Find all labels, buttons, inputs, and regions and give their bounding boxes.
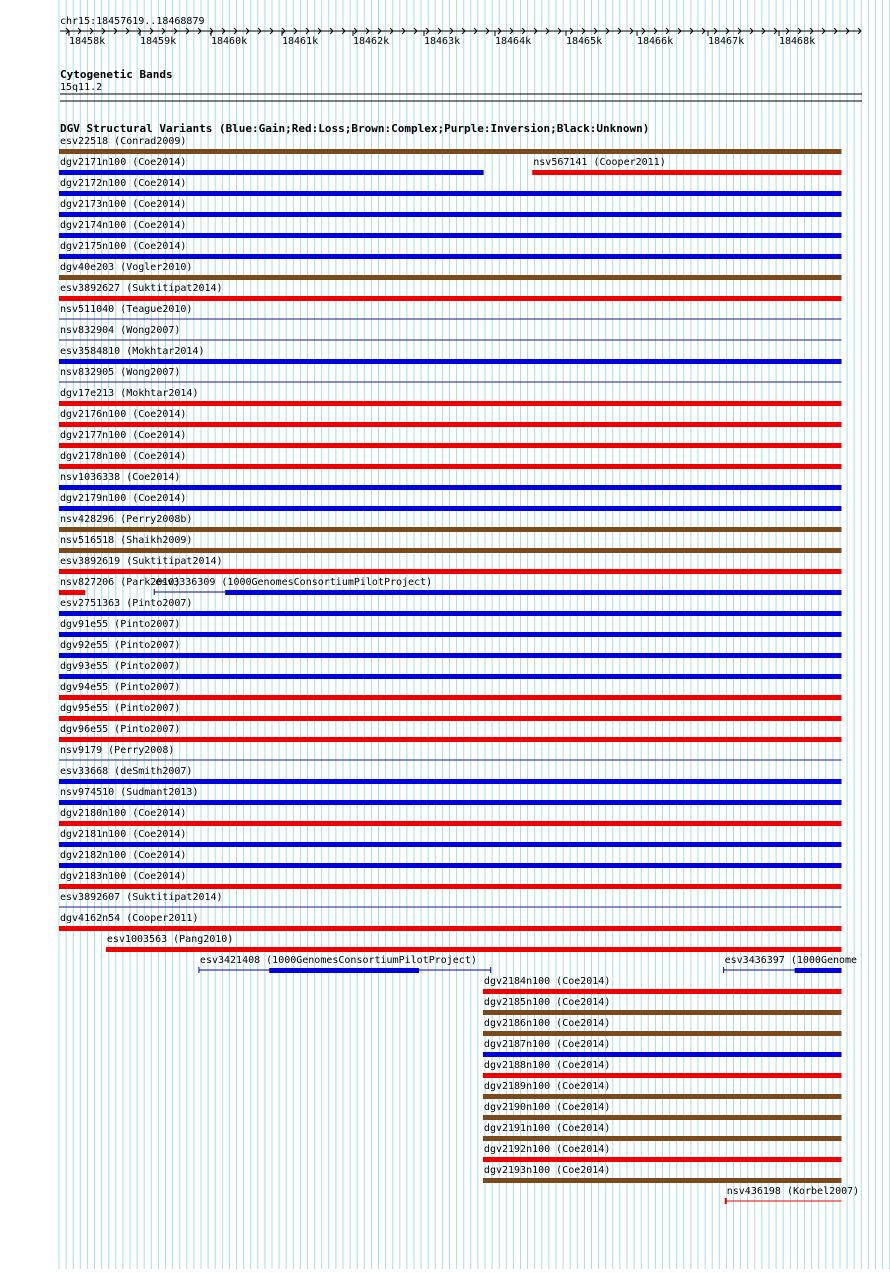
sv-feature-bar[interactable] xyxy=(483,1052,842,1057)
sv-feature[interactable] xyxy=(59,472,841,490)
sv-feature[interactable] xyxy=(59,766,841,784)
sv-feature-label: dgv2177n100 (Coe2014) xyxy=(60,430,187,441)
sv-feature-bar[interactable] xyxy=(59,569,841,574)
sv-feature[interactable] xyxy=(59,220,841,238)
sv-feature[interactable] xyxy=(59,535,841,553)
sv-feature-bar[interactable] xyxy=(483,1094,842,1099)
sv-feature-label: dgv2192n100 (Coe2014) xyxy=(483,1144,611,1155)
sv-feature-bar[interactable] xyxy=(59,695,841,700)
sv-feature-label: dgv2176n100 (Coe2014) xyxy=(60,409,187,420)
sv-feature[interactable] xyxy=(59,178,841,196)
sv-feature-bar[interactable] xyxy=(59,653,841,658)
sv-feature[interactable] xyxy=(59,346,841,364)
sv-feature-label: esv3436397 (1000Genome xyxy=(724,955,858,966)
sv-feature-label: dgv92e55 (Pinto2007) xyxy=(60,640,181,651)
cyto-track-title: Cytogenetic Bands xyxy=(60,68,173,81)
sv-feature-label: dgv2178n100 (Coe2014) xyxy=(60,451,187,462)
sv-feature-label: nsv516518 (Shaikh2009) xyxy=(60,535,193,546)
sv-feature-bar[interactable] xyxy=(59,506,841,511)
sv-feature[interactable] xyxy=(59,283,841,301)
sv-feature-label: dgv2188n100 (Coe2014) xyxy=(483,1060,611,1071)
sv-feature[interactable] xyxy=(59,514,841,532)
sv-feature-bar[interactable] xyxy=(225,590,841,595)
sv-feature-label: dgv2172n100 (Coe2014) xyxy=(60,178,187,189)
sv-feature-label: nsv827206 (Park2010) xyxy=(60,577,181,588)
sv-feature-bar[interactable] xyxy=(483,1115,842,1120)
dgv-structural-variants-track[interactable] xyxy=(59,122,859,1204)
sv-feature-bar[interactable] xyxy=(483,1073,842,1078)
sv-feature-label: dgv93e55 (Pinto2007) xyxy=(60,661,181,672)
sv-feature[interactable] xyxy=(59,682,841,700)
sv-feature-label: nsv832905 (Wong2007) xyxy=(60,367,181,378)
sv-feature[interactable] xyxy=(59,304,841,319)
sv-feature-label: nsv832904 (Wong2007) xyxy=(60,325,181,336)
sv-feature[interactable] xyxy=(59,850,841,868)
sv-feature[interactable] xyxy=(59,367,841,382)
sv-feature-bar[interactable] xyxy=(59,422,841,427)
sv-feature-bar[interactable] xyxy=(59,800,841,805)
sv-feature[interactable] xyxy=(59,199,841,217)
sv-feature[interactable] xyxy=(59,892,841,907)
sv-feature[interactable] xyxy=(59,262,841,280)
sv-feature-bar[interactable] xyxy=(59,527,841,532)
sv-feature-label: nsv428296 (Perry2008b) xyxy=(60,514,193,525)
ruler-tick-label: 18468k xyxy=(779,36,816,47)
sv-feature-bar[interactable] xyxy=(59,464,841,469)
sv-feature[interactable] xyxy=(59,493,841,511)
sv-feature-bar[interactable] xyxy=(269,968,419,973)
sv-feature-bar[interactable] xyxy=(59,401,841,406)
sv-feature-bar[interactable] xyxy=(59,254,841,259)
ruler-tick-label: 18463k xyxy=(424,36,461,47)
sv-feature-bar[interactable] xyxy=(59,737,841,742)
sv-feature-bar[interactable] xyxy=(59,485,841,490)
cyto-band-label: 15q11.2 xyxy=(60,82,103,93)
sv-feature[interactable] xyxy=(59,619,841,637)
sv-feature[interactable] xyxy=(59,157,484,175)
sv-feature-label: esv3892619 (Suktitipat2014) xyxy=(60,556,223,567)
cytogenetic-bands-track[interactable] xyxy=(60,68,862,101)
sv-feature[interactable] xyxy=(59,388,841,406)
sv-feature-label: dgv2184n100 (Coe2014) xyxy=(483,976,611,987)
sv-feature-label: dgv2180n100 (Coe2014) xyxy=(60,808,187,819)
sv-feature[interactable] xyxy=(59,430,841,448)
sv-feature-label: dgv2179n100 (Coe2014) xyxy=(60,493,187,504)
sv-feature-bar[interactable] xyxy=(59,779,841,784)
sv-feature[interactable] xyxy=(59,913,841,931)
sv-feature-label: dgv2171n100 (Coe2014) xyxy=(60,157,187,168)
sv-feature-label: dgv2182n100 (Coe2014) xyxy=(60,850,187,861)
sv-feature[interactable] xyxy=(59,451,841,469)
sv-feature-label: dgv94e55 (Pinto2007) xyxy=(60,682,181,693)
sv-feature[interactable] xyxy=(59,556,841,574)
locus-label: chr15:18457619..18468879 xyxy=(60,16,205,27)
sv-feature-bar[interactable] xyxy=(59,632,841,637)
sv-feature[interactable] xyxy=(106,934,842,952)
sv-feature[interactable] xyxy=(59,829,841,847)
sv-feature-label: dgv96e55 (Pinto2007) xyxy=(60,724,181,735)
ruler-tick-label: 18466k xyxy=(637,36,674,47)
sv-feature[interactable] xyxy=(59,661,841,679)
sv-feature-label: dgv17e213 (Mokhtar2014) xyxy=(60,388,199,399)
sv-feature[interactable] xyxy=(59,703,841,721)
sv-feature-bar[interactable] xyxy=(59,149,841,154)
sv-feature-label: nsv1036338 (Coe2014) xyxy=(60,472,181,483)
sv-feature-label: dgv95e55 (Pinto2007) xyxy=(60,703,181,714)
sv-feature-bar[interactable] xyxy=(59,191,841,196)
sv-feature-bar[interactable] xyxy=(59,821,841,826)
sv-feature-label: dgv40e203 (Vogler2010) xyxy=(60,262,193,273)
ruler-tick-label: 18460k xyxy=(211,36,248,47)
sv-feature-bar[interactable] xyxy=(532,170,841,175)
sv-feature-label: dgv2181n100 (Coe2014) xyxy=(60,829,187,840)
sv-feature[interactable] xyxy=(59,598,841,616)
ruler-tick-label: 18464k xyxy=(495,36,532,47)
sv-feature[interactable] xyxy=(59,745,841,760)
sv-feature-label: esv3336309 (1000GenomesConsortiumPilotProject) xyxy=(155,577,433,588)
ruler-tick-label: 18467k xyxy=(708,36,745,47)
sv-feature-bar[interactable] xyxy=(59,548,841,553)
sv-feature-bar[interactable] xyxy=(483,1031,842,1036)
sv-feature[interactable] xyxy=(59,808,841,826)
sv-feature-label: dgv2189n100 (Coe2014) xyxy=(483,1081,611,1092)
sv-feature-label: dgv2183n100 (Coe2014) xyxy=(60,871,187,882)
ruler-tick-label: 18465k xyxy=(566,36,603,47)
ruler-tick-label: 18462k xyxy=(353,36,390,47)
ruler-tick-label: 18461k xyxy=(282,36,319,47)
sv-feature-label: dgv2191n100 (Coe2014) xyxy=(483,1123,611,1134)
sv-feature-label: nsv511040 (Teague2010) xyxy=(60,304,193,315)
sv-feature-label: esv3584810 (Mokhtar2014) xyxy=(60,346,205,357)
sv-feature-label: nsv567141 (Cooper2011) xyxy=(533,157,666,168)
sv-feature-bar[interactable] xyxy=(483,1157,842,1162)
sv-feature-bar[interactable] xyxy=(483,1010,842,1015)
sv-feature-bar[interactable] xyxy=(795,968,842,973)
sv-feature-label: dgv2193n100 (Coe2014) xyxy=(483,1165,611,1176)
sv-feature-label: dgv91e55 (Pinto2007) xyxy=(60,619,181,630)
sv-feature-label: esv33668 (deSmith2007) xyxy=(60,766,193,777)
sv-feature[interactable] xyxy=(59,136,841,154)
sv-feature-bar[interactable] xyxy=(59,212,841,217)
sv-feature-label: dgv4162n54 (Cooper2011) xyxy=(60,913,199,924)
sv-feature[interactable] xyxy=(59,640,841,658)
sv-feature[interactable] xyxy=(59,325,841,340)
sv-feature-bar[interactable] xyxy=(59,674,841,679)
sv-feature-label: dgv2173n100 (Coe2014) xyxy=(60,199,187,210)
sv-feature-label: dgv2174n100 (Coe2014) xyxy=(60,220,187,231)
sv-feature[interactable] xyxy=(532,157,841,175)
sv-feature-bar[interactable] xyxy=(483,1178,842,1183)
sv-feature-bar[interactable] xyxy=(59,590,85,595)
dgv-features[interactable] xyxy=(59,136,859,1204)
ruler-tick-label: 18458k xyxy=(69,36,106,47)
sv-feature-label: dgv2187n100 (Coe2014) xyxy=(483,1039,611,1050)
sv-feature-bar[interactable] xyxy=(59,296,841,301)
sv-feature-bar[interactable] xyxy=(59,359,841,364)
sv-feature-label: nsv436198 (Korbel2007) xyxy=(726,1186,860,1197)
sv-feature-label: dgv2190n100 (Coe2014) xyxy=(483,1102,611,1113)
sv-feature[interactable] xyxy=(726,1186,859,1204)
sv-feature-label: esv22518 (Conrad2009) xyxy=(60,136,187,147)
sv-feature[interactable] xyxy=(724,955,857,973)
sv-feature-label: esv3892627 (Suktitipat2014) xyxy=(60,283,223,294)
sv-feature[interactable] xyxy=(59,787,841,805)
sv-feature-bar[interactable] xyxy=(59,170,484,175)
sv-feature-label: esv1003563 (Pang2010) xyxy=(106,934,234,945)
sv-feature-label: dgv2185n100 (Coe2014) xyxy=(483,997,611,1008)
sv-feature-bar[interactable] xyxy=(59,233,841,238)
sv-feature-label: esv2751363 (Pinto2007) xyxy=(60,598,193,609)
sv-feature-bar[interactable] xyxy=(483,989,842,994)
sv-feature[interactable] xyxy=(59,871,841,889)
sv-feature-label: esv3892607 (Suktitipat2014) xyxy=(60,892,223,903)
sv-feature-label: nsv974510 (Sudmant2013) xyxy=(60,787,199,798)
sv-feature-bar[interactable] xyxy=(59,716,841,721)
dgv-track-title: DGV Structural Variants (Blue:Gain;Red:Loss;Brown:Complex;Purple:Inversion;Black:Unknown) xyxy=(60,122,650,135)
sv-feature-label: dgv2175n100 (Coe2014) xyxy=(60,241,187,252)
sv-feature[interactable] xyxy=(154,577,841,595)
sv-feature-bar[interactable] xyxy=(59,863,841,868)
sv-feature[interactable] xyxy=(59,409,841,427)
sv-feature[interactable] xyxy=(59,724,841,742)
sv-feature[interactable] xyxy=(199,955,491,973)
sv-feature-bar[interactable] xyxy=(483,1136,842,1141)
sv-feature-label: esv3421408 (1000GenomesConsortiumPilotProject) xyxy=(199,955,477,966)
sv-feature-bar[interactable] xyxy=(59,842,841,847)
sv-feature-bar[interactable] xyxy=(59,275,841,280)
ruler-tick-label: 18459k xyxy=(140,36,177,47)
sv-feature-bar[interactable] xyxy=(106,947,842,952)
sv-feature-bar[interactable] xyxy=(59,926,841,931)
sv-feature-bar[interactable] xyxy=(59,611,841,616)
sv-feature-bar[interactable] xyxy=(59,443,841,448)
sv-feature[interactable] xyxy=(59,241,841,259)
sv-feature-label: nsv9179 (Perry2008) xyxy=(60,745,175,756)
sv-feature-label: dgv2186n100 (Coe2014) xyxy=(483,1018,611,1029)
sv-feature-bar[interactable] xyxy=(59,884,841,889)
